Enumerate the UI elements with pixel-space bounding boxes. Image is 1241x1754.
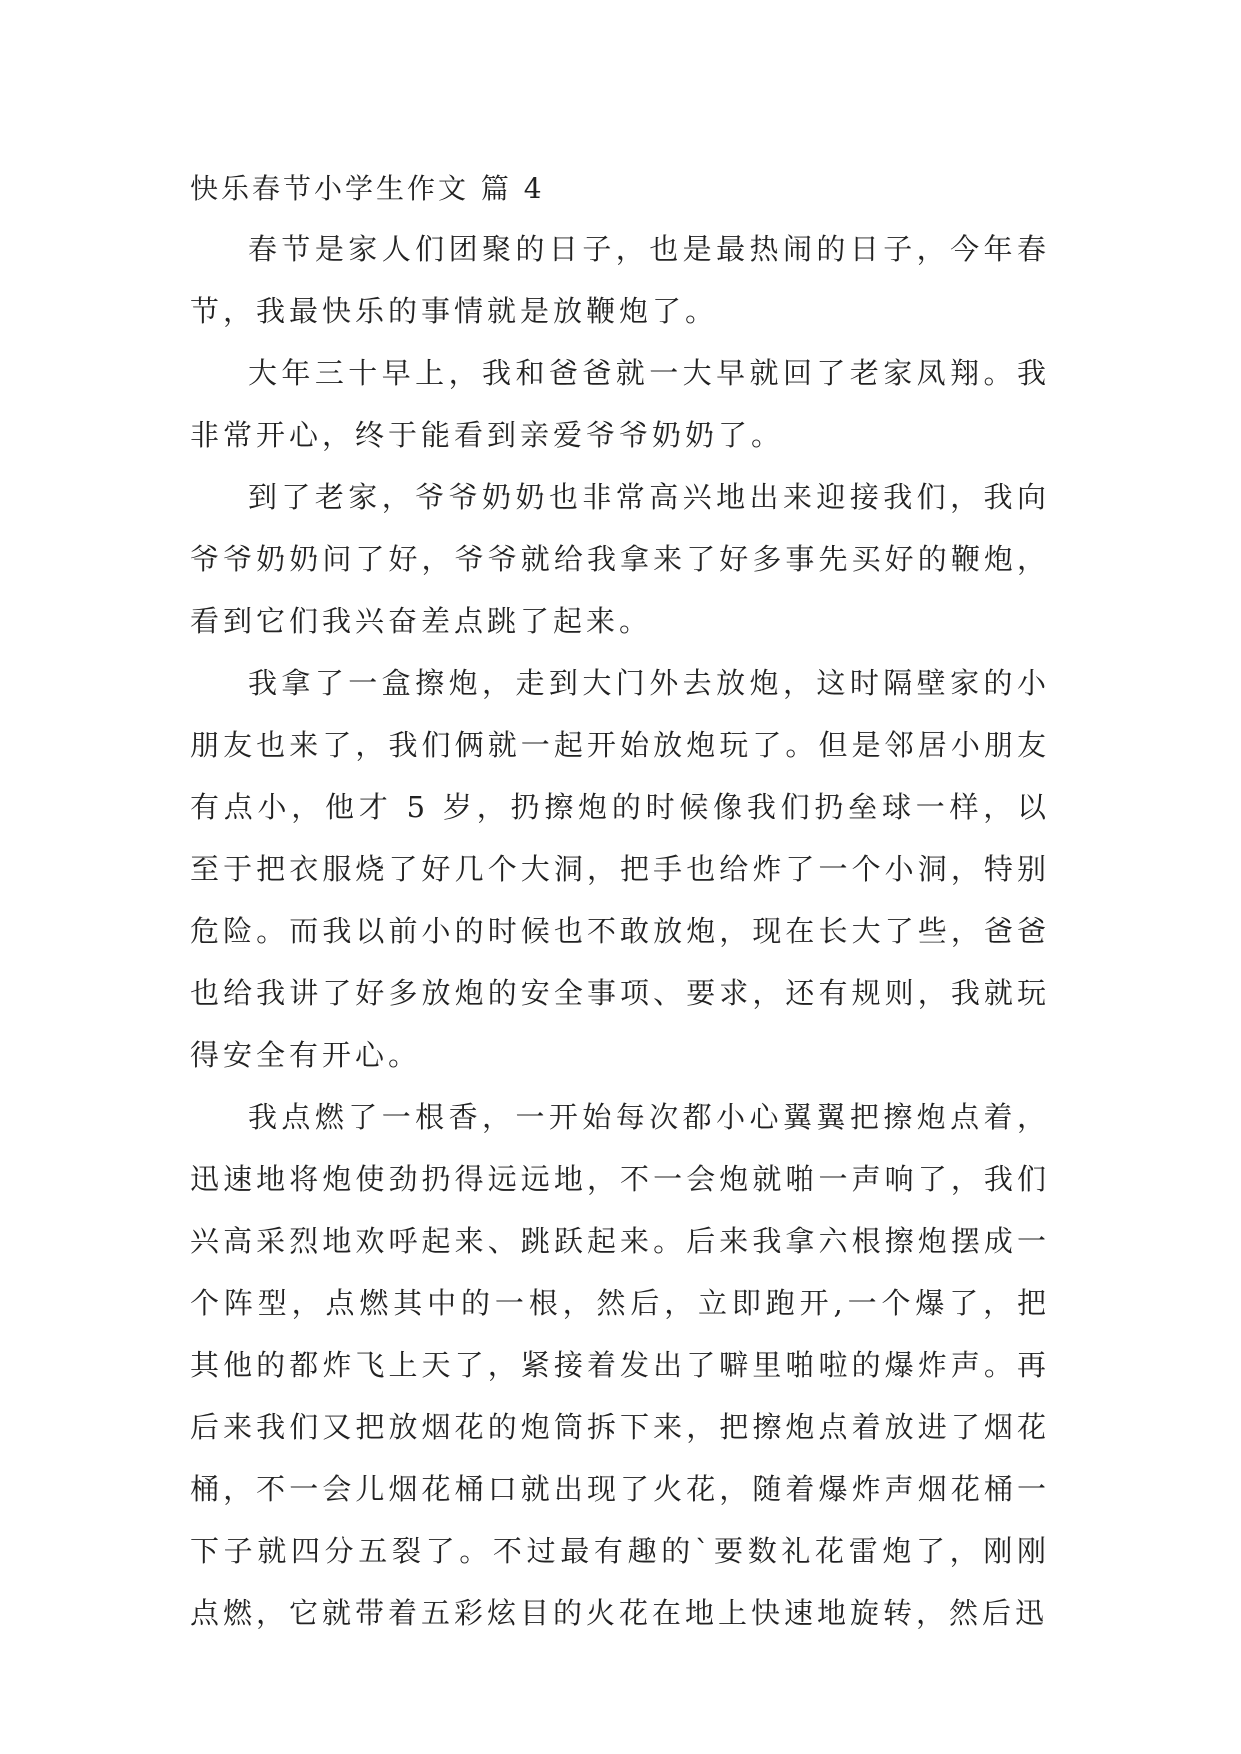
paragraph-5: 我点燃了一根香，一开始每次都小心翼翼把擦炮点着，迅速地将炮使劲扔得远远地，不一会炮就啪一声响了，我们兴高采烈地欢呼起来、跳跃起来。后来我拿六根擦炮摆成一个阵型，点燃其中的一根，然后，立即跑开,一个爆了，把其他的都炸飞上天了，紧接着发出了噼里啪啦的爆炸声。再后来我们又把放烟花的炮筒拆下来，把擦炮点着放进了烟花桶，不一会儿烟花桶口就出现了火花，随着爆炸声烟花桶一下子就四分五裂了。不过最有趣的`要数礼花雷炮了，刚刚点燃，它就带着五彩炫目的火花在地上快速地旋转，然后迅 — [190, 1100, 1050, 1630]
essay-article — [190, 160, 1050, 1644]
paragraph-4: 我拿了一盒擦炮，走到大门外去放炮，这时隔壁家的小朋友也来了，我们俩就一起开始放炮玩了。但是邻居小朋友有点小，他才 5 岁，扔擦炮的时候像我们扔垒球一样，以至于把衣服烧了好几个大洞，把手也给炸了一个小洞，特别危险。而我以前小的时候也不敢放炮，现在长大了些，爸爸也给我讲了好多放炮的安全事项、要求，还有规则，我就玩得安全有开心。 — [190, 666, 1050, 1072]
paragraph-1: 春节是家人们团聚的日子，也是最热闹的日子，今年春节，我最快乐的事情就是放鞭炮了。 — [190, 232, 1050, 328]
paragraph-3: 到了老家，爷爷奶奶也非常高兴地出来迎接我们，我向爷爷奶奶问了好，爷爷就给我拿来了好多事先买好的鞭炮，看到它们我兴奋差点跳了起来。 — [190, 480, 1050, 638]
paragraph-2: 大年三十早上，我和爸爸就一大早就回了老家凤翔。我非常开心，终于能看到亲爱爷爷奶奶了。 — [190, 356, 1050, 452]
essay-title: 快乐春节小学生作文 篇 4 — [190, 172, 545, 205]
